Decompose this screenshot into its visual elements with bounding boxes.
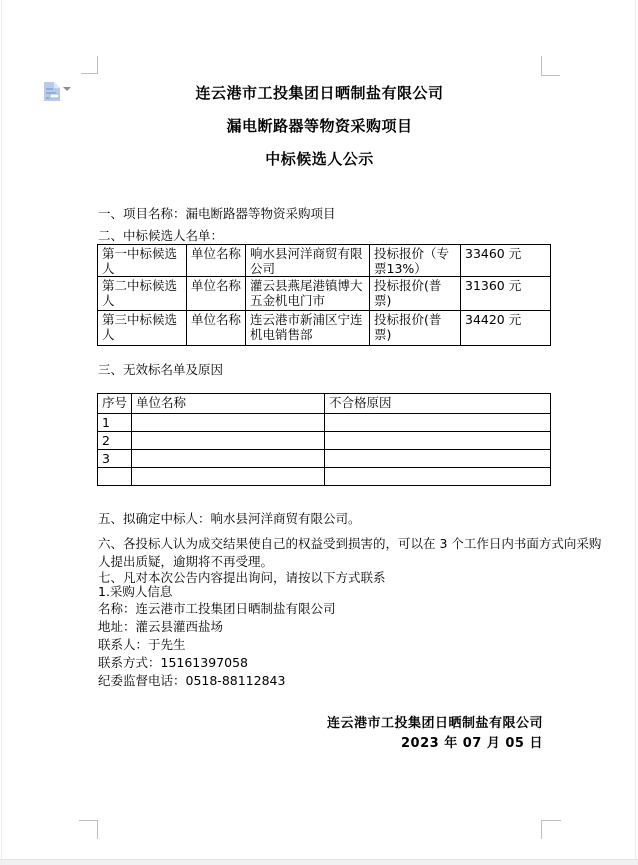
page-right-edge [635,0,636,860]
section-project-name: 一、项目名称：漏电断路器等物资采购项目 [98,206,336,221]
supervision-phone: 纪委监督电话：0518-88112843 [98,673,286,688]
price-type: 投标报价(普票) [370,311,461,346]
doc-title-announcement: 中标候选人公示 [265,150,374,168]
col-header-reason: 不合格原因 [325,394,551,414]
company-name: 灌云县燕尾港镇博大五金机电门市 [246,277,370,311]
table-header-row [98,394,551,414]
candidate-rank: 第二中标候选人 [98,277,187,311]
candidate-rank: 第三中标候选人 [98,311,187,346]
unit-cell [132,414,325,432]
unit-cell [132,450,325,468]
section-inquiry: 七、凡对本次公告内容提出询问，请按以下方式联系 [98,570,386,585]
contact-phone: 联系方式：15161397058 [98,655,248,670]
price-value: 33460 元 [461,245,551,277]
price-value: 31360 元 [461,277,551,311]
purchaser-info-heading: 1.采购人信息 [98,584,173,599]
purchaser-name: 名称：连云港市工投集团日晒制盐有限公司 [98,601,336,616]
company-name: 连云港市新浦区宁连机电销售部 [246,311,370,346]
price-type: 投标报价(普票) [370,277,461,311]
col-header-unit: 单位名称 [132,394,325,414]
table-row [98,311,551,346]
company-name: 响水县河洋商贸有限公司 [246,245,370,277]
paste-options-chevron-down-icon[interactable] [63,87,71,91]
col-header-index: 序号 [98,394,132,414]
table-row [98,414,551,432]
price-type: 投标报价（专票13%） [370,245,461,277]
section-candidates-heading: 二、中标候选人名单： [98,228,224,243]
unit-cell [132,432,325,450]
signature-date: 2023 年 07 月 05 日 [401,736,543,751]
reason-cell [325,432,551,450]
unit-label: 单位名称 [187,245,246,277]
candidate-rank: 第一中标候选人 [98,245,187,277]
section-winner: 五、拟确定中标人：响水县河洋商贸有限公司。 [98,511,361,526]
contact-person: 联系人：于先生 [98,637,186,652]
row-index: 3 [98,450,132,468]
section-objection-line2: 人提出质疑，逾期将不再受理。 [98,554,274,569]
crop-mark-top-right-icon [541,56,560,76]
reason-cell [325,468,551,486]
page-left-edge [1,0,2,860]
unit-cell [132,468,325,486]
crop-mark-bottom-left-icon [79,820,98,839]
paste-options-document-icon[interactable] [43,81,61,102]
row-index: 2 [98,432,132,450]
crop-mark-bottom-right-icon [541,820,561,839]
unit-label: 单位名称 [187,311,246,346]
section-invalid-heading: 三、无效标名单及原因 [98,362,224,377]
section-objection-line1: 六、各投标人认为成交结果使自己的权益受到损害的，可以在 3 个工作日内书面方式向采购 [98,536,602,551]
crop-mark-top-left-icon [81,56,98,74]
table-row [98,468,551,486]
doc-title-project: 漏电断路器等物资采购项目 [226,117,413,135]
page-bottom-gap [0,859,638,865]
row-index [98,468,132,486]
table-row [98,245,551,277]
purchaser-address: 地址：灌云县灌西盐场 [98,619,224,634]
reason-cell [325,414,551,432]
table-row [98,277,551,311]
price-value: 34420 元 [461,311,551,346]
unit-label: 单位名称 [187,277,246,311]
invalid-bids-table [97,393,551,486]
doc-title-company: 连云港市工投集团日晒制盐有限公司 [195,84,444,102]
signature-company: 连云港市工投集团日晒制盐有限公司 [326,716,543,731]
candidates-table [97,244,551,346]
reason-cell [325,450,551,468]
table-row [98,450,551,468]
row-index: 1 [98,414,132,432]
table-row [98,432,551,450]
